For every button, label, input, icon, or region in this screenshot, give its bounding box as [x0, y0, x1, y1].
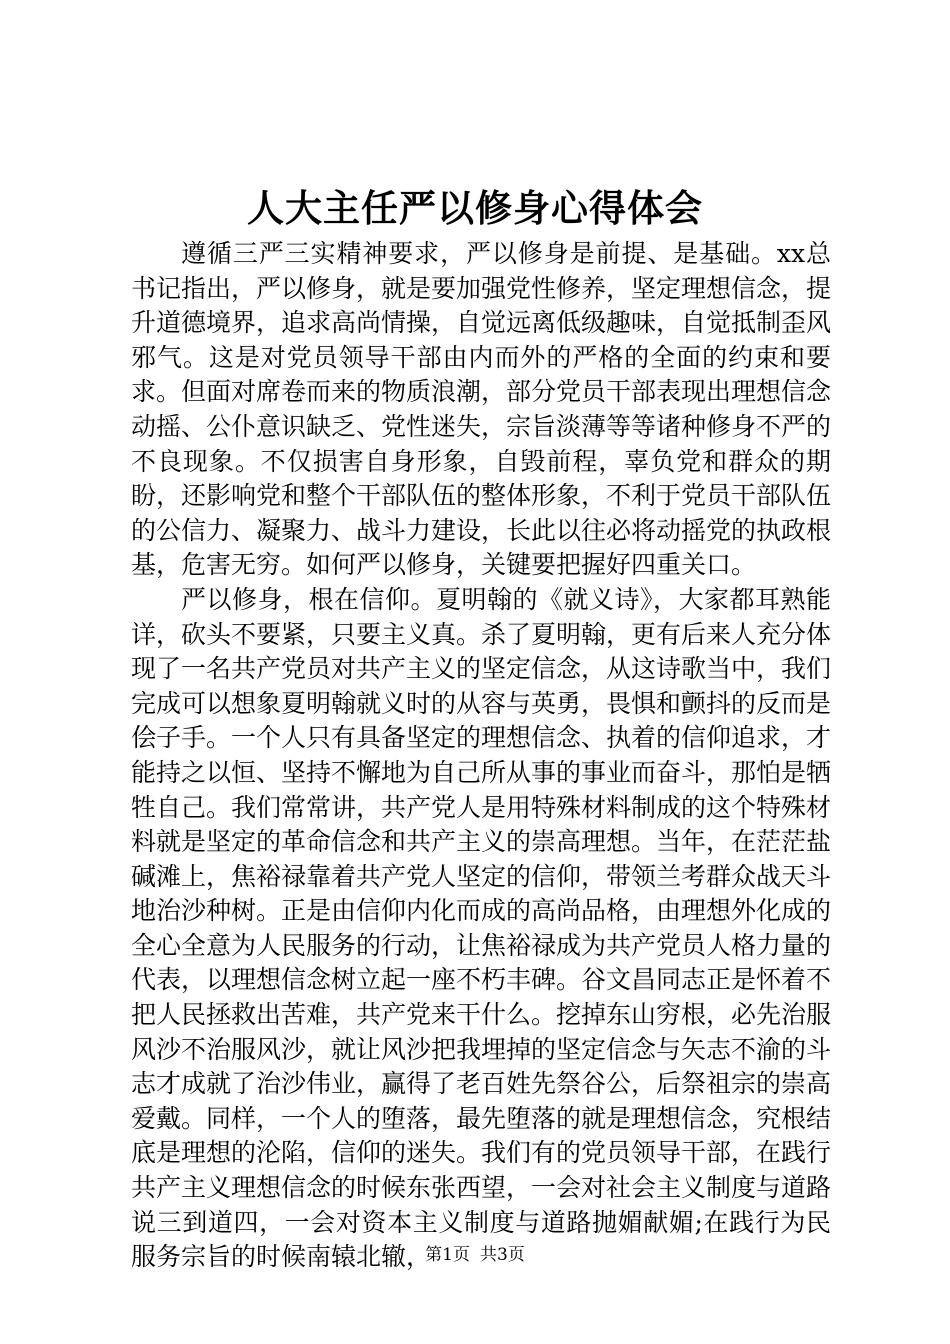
paragraph: 严以修身，根在信仰。夏明翰的《就义诗》，大家都耳熟能详，砍头不要紧，只要主义真。杀了夏明翰，更有后来人充分体现了一名共产党员对共产主义的坚定信念，从这诗歌当中，我们完成可以想象夏明翰就义时的从容与英勇，畏惧和颤抖的反而是侩子手。一个人只有具备坚定的理想信念、执着的信仰追求，才能持之以恒、坚持不懈地为自己所从事的事业而奋斗，那怕是牺牲自己。我们常常讲，共产党人是用特殊材料制成的这个特殊材料就是坚定的革命信念和共产主义的崇高理想。当年，在茫茫盐碱滩上，焦裕禄靠着共产党人坚定的信仰，带领兰考群众战天斗地治沙种树。正是由信仰内化而成的高尚品格，由理想外化成的全心全意为人民服务的行动，让焦裕禄成为共产党员人格力量的代表，以理想信念树立起一座不朽丰碑。谷文昌同志正是怀着不把人民拯救出苦难，共产党来干什么。挖掉东山穷根，必先治服风沙不治服风沙，就让风沙把我埋掉的坚定信念与矢志不渝的斗志才成就了治沙伟业，赢得了老百姓先祭谷公，后祭祖宗的崇高爱戴。同样，一个人的堕落，最先堕落的就是理想信念，究根结底是理想的沦陷，信仰的迷失。我们有的党员领导干部，在践行共产主义理想信念的时候东张西望，一会对社会主义制度与道路说三到道四，一会对资本主义制度与道路抛媚献媚;在践行为民服务宗旨的时候南辕北辙， — [131, 584, 832, 1272]
page-footer — [0, 1243, 950, 1267]
paragraph: 遵循三严三实精神要求，严以修身是前提、是基础。xx总书记指出，严以修身，就是要加强党性修养，坚定理想信念，提升道德境界，追求高尚情操，自觉远离低级趣味，自觉抵制歪风邪气。这是对党员领导干部由内而外的严格的全面的约束和要求。但面对席卷而来的物质浪潮，部分党员干部表现出理想信念动摇、公仆意识缺乏、党性迷失，宗旨淡薄等等诸种修身不严的不良现象。不仅损害自身形象，自毁前程，辜负党和群众的期盼，还影响党和整个干部队伍的整体形象，不利于党员干部队伍的公信力、凝聚力、战斗力建设，长此以往必将动摇党的执政根基，危害无穷。如何严以修身，关键要把握好四重关口。 — [131, 239, 832, 580]
page-total: 共3页 — [480, 1245, 525, 1265]
page-number: 第1页 — [425, 1245, 470, 1265]
page-title: 人大主任严以修身心得体会 — [247, 186, 703, 230]
document-body — [131, 237, 831, 1275]
